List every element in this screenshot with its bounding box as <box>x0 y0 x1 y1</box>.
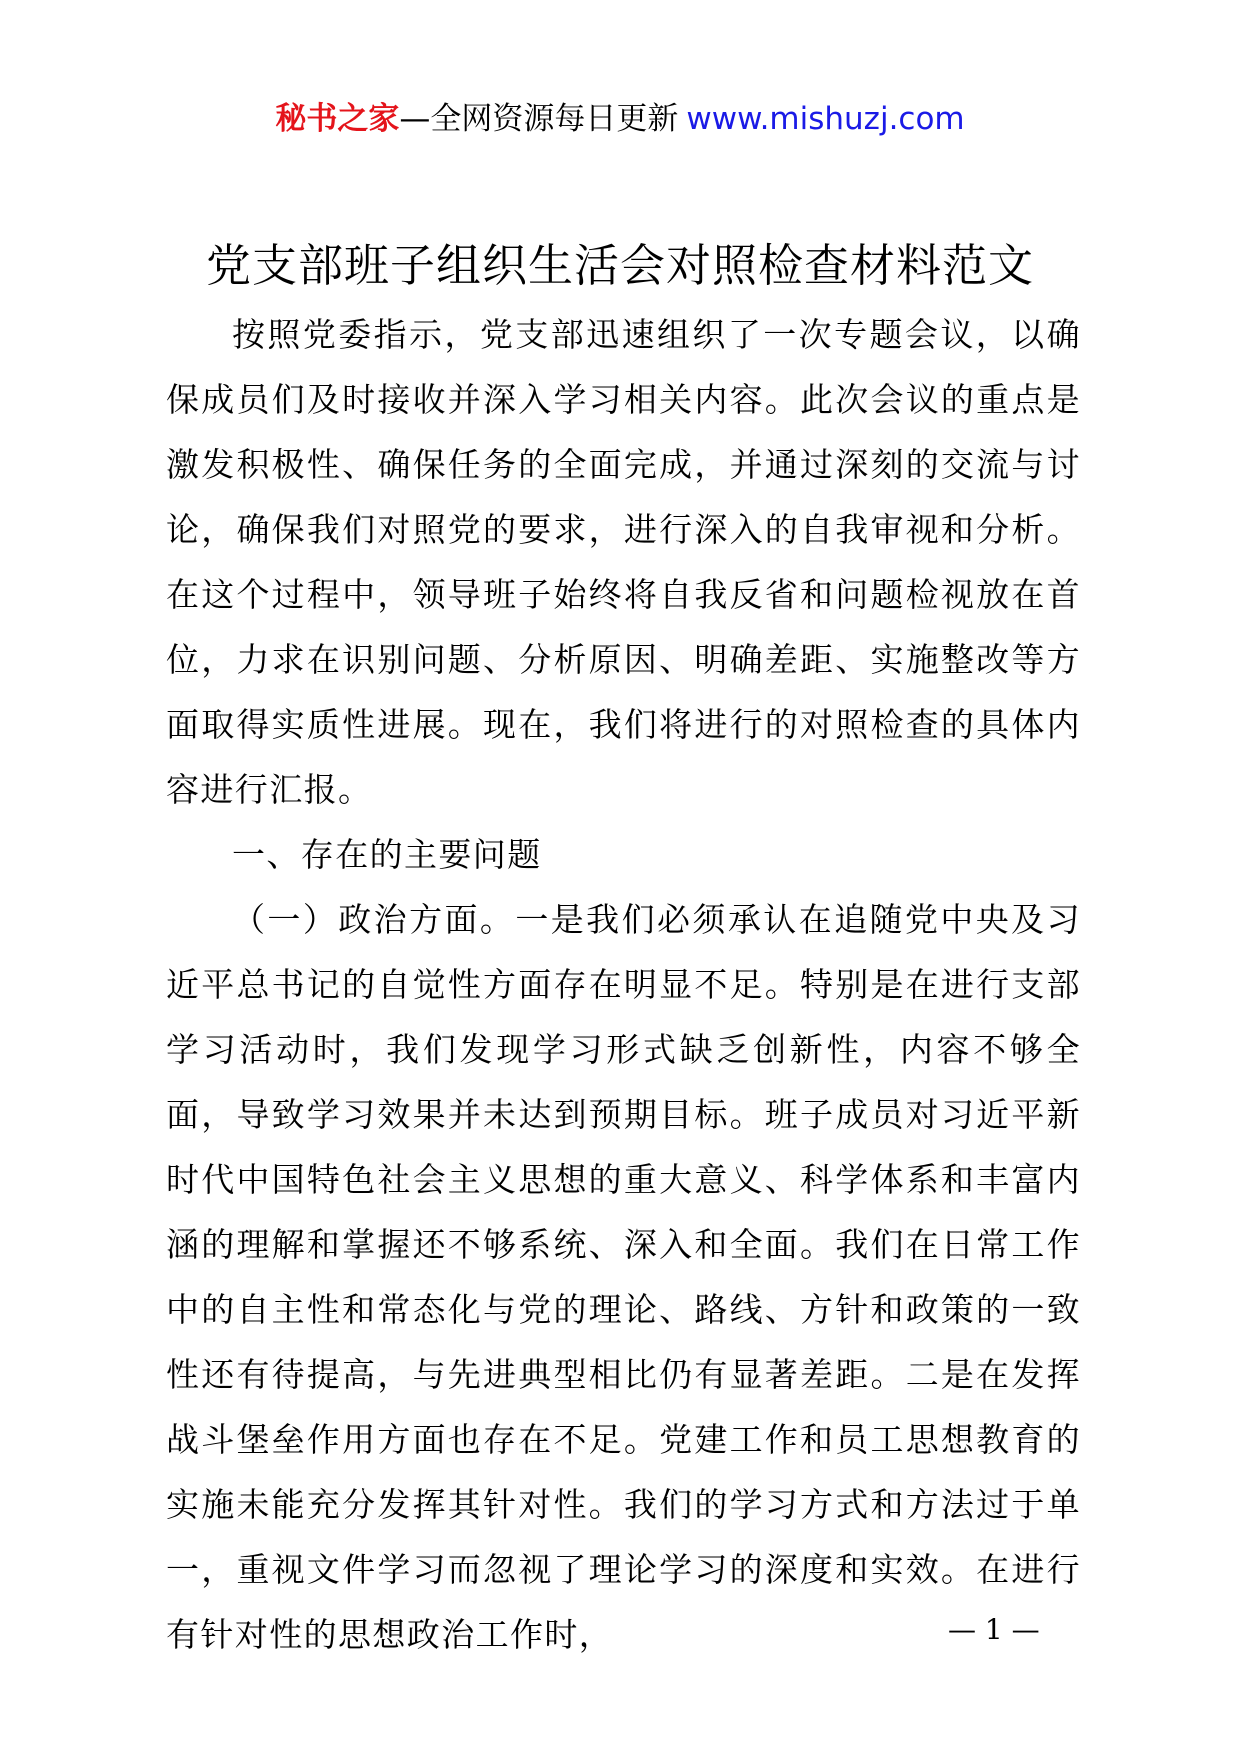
site-url-link[interactable]: www.mishuzj.com <box>686 101 965 137</box>
section-heading: 一、存在的主要问题 <box>232 835 542 874</box>
site-header <box>0 98 1240 140</box>
page-number: — 1 — <box>948 1613 1040 1646</box>
header-tagline: —全网资源每日更新 <box>399 101 679 137</box>
brand-name: 秘书之家 <box>275 101 400 137</box>
document-title: 党支部班子组织生活会对照检查材料范文 <box>205 239 1034 292</box>
document-body <box>166 302 1081 1667</box>
political-aspect-paragraph: （一）政治方面。一是我们必须承认在追随党中央及习近平总书记的自觉性方面存在明显不足。特别是在进行支部学习活动时，我们发现学习形式缺乏创新性，内容不够全面，导致学习效果并未达到预期目标。班子成员对习近平新时代中国特色社会主义思想的重大意义、科学体系和丰富内涵的理解和掌握还不够系统、深入和全面。我们在日常工作中的自主性和常态化与党的理论、路线、方针和政策的一致性还有待提高，与先进典型相比仍有显著差距。二是在发挥战斗堡垒作用方面也存在不足。党建工作和员工思想教育的实施未能充分发挥其针对性。我们的学习方式和方法过于单一，重视文件学习而忽视了理论学习的深度和实效。在进行有针对性的思想政治工作时， <box>166 900 1081 1654</box>
intro-paragraph: 按照党委指示，党支部迅速组织了一次专题会议，以确保成员们及时接收并深入学习相关内容。此次会议的重点是激发积极性、确保任务的全面完成，并通过深刻的交流与讨论，确保我们对照党的要求，进行深入的自我审视和分析。在这个过程中，领导班子始终将自我反省和问题检视放在首位，力求在识别问题、分析原因、明确差距、实施整改等方面取得实质性进展。现在，我们将进行的对照检查的具体内容进行汇报。 <box>166 315 1081 809</box>
